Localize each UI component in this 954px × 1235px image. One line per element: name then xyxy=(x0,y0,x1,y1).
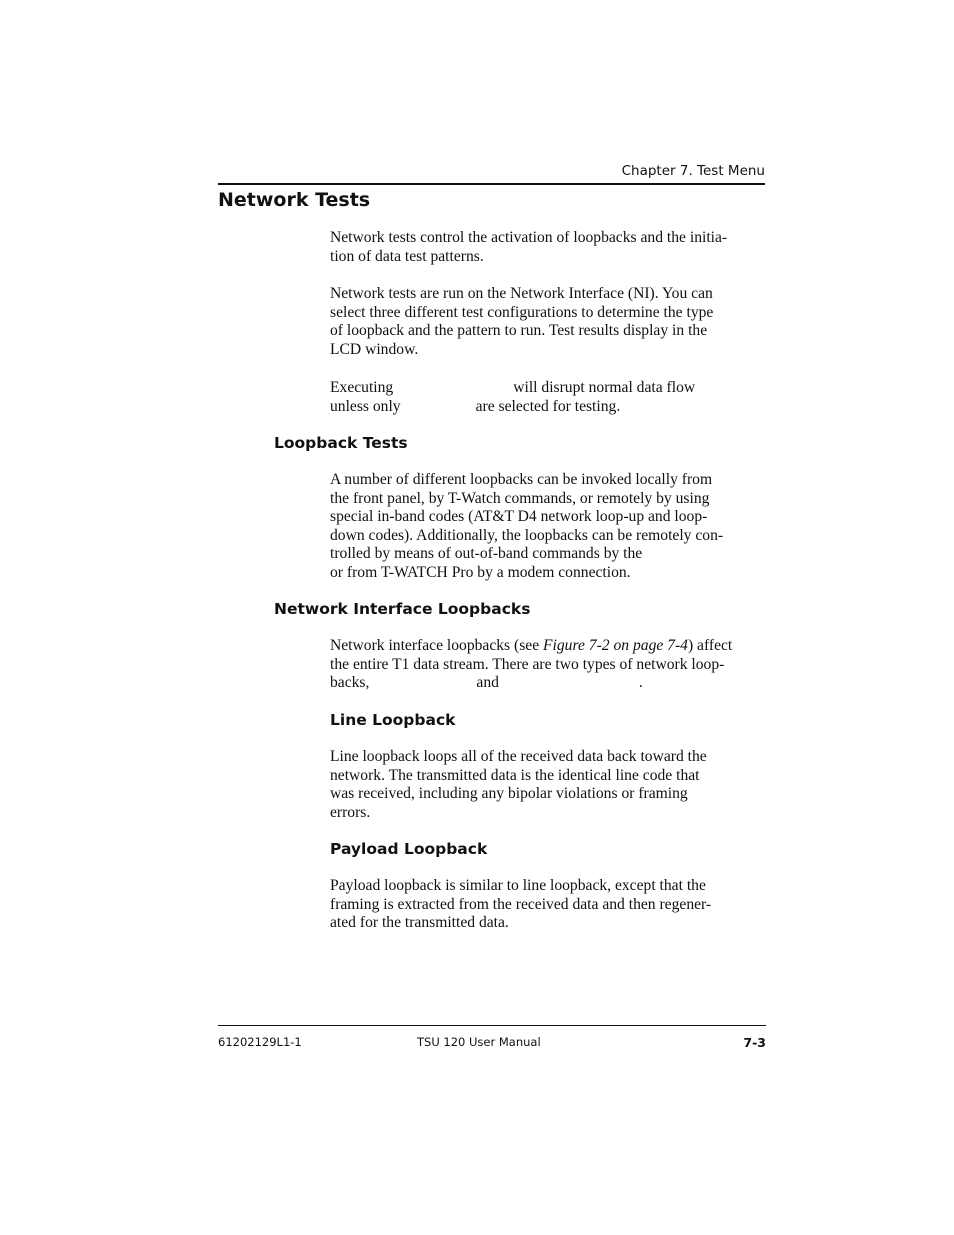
text-line: select three different test configurations to determine the type xyxy=(330,303,714,321)
header-rule xyxy=(218,183,765,185)
line-loopback-paragraph xyxy=(330,748,766,822)
text-line: the front panel, by T-Watch commands, or remotely by using xyxy=(330,489,710,507)
network-interface-paragraph xyxy=(330,285,766,359)
network-interface-loopbacks-heading: Network Interface Loopbacks xyxy=(274,600,531,618)
text-line: ated for the transmitted data. xyxy=(330,914,509,932)
running-header: Chapter 7. Test Menu xyxy=(621,163,765,179)
line-loopback-heading: Line Loopback xyxy=(330,711,456,729)
text-line: Network tests control the activation of loopbacks and the initia- xyxy=(330,229,728,246)
text-run: and xyxy=(476,674,499,692)
text-run: backs, xyxy=(330,674,370,692)
text-line: of loopback and the pattern to run. Test results display in the xyxy=(330,322,708,340)
text-line: was received, including any bipolar violations or framing xyxy=(330,785,688,803)
text-line: A number of different loopbacks can be invoked locally from xyxy=(330,471,713,488)
text-line xyxy=(330,379,766,398)
intro-paragraph xyxy=(330,229,766,266)
text-run: . xyxy=(638,674,643,692)
text-line: or from T-WATCH Pro by a modem connection. xyxy=(330,563,631,581)
text-line xyxy=(330,398,766,417)
text-run: ) affect xyxy=(687,637,733,654)
text-line: tion of data test patterns. xyxy=(330,247,484,265)
warning-text: Executing xyxy=(330,379,394,396)
section-title: Network Tests xyxy=(218,189,371,211)
text-run: Network interface loopbacks (see xyxy=(330,637,544,654)
loopback-tests-heading: Loopback Tests xyxy=(274,434,408,452)
warning-text: are selected for testing. xyxy=(475,397,621,415)
ni-loopbacks-paragraph xyxy=(330,637,766,693)
footer-rule xyxy=(218,1025,766,1026)
warning-text: will disrupt normal data flow xyxy=(513,379,696,396)
footer-manual-title: TSU 120 User Manual xyxy=(417,1035,541,1049)
text-line xyxy=(330,674,766,693)
warning-paragraph xyxy=(330,379,766,416)
text-line: down codes). Additionally, the loopbacks can be remotely con- xyxy=(330,526,724,544)
text-line: special in-band codes (AT&T D4 network loop-up and loop- xyxy=(330,508,708,526)
text-line xyxy=(330,637,766,656)
text-line: Line loopback loops all of the received data back toward the xyxy=(330,748,707,765)
text-line: trolled by means of out-of-band commands by the xyxy=(330,545,643,563)
text-line: the entire T1 data stream. There are two types of network loop- xyxy=(330,655,725,673)
loopback-tests-paragraph xyxy=(330,471,766,583)
text-line: Payload loopback is similar to line loopback, except that the xyxy=(330,877,706,894)
footer-doc-number: 61202129L1-1 xyxy=(218,1035,302,1049)
text-line: framing is extracted from the received data and then regener- xyxy=(330,895,712,913)
text-line: network. The transmitted data is the identical line code that xyxy=(330,766,700,784)
text-line: LCD window. xyxy=(330,340,419,358)
payload-loopback-heading: Payload Loopback xyxy=(330,840,488,858)
warning-text: unless only xyxy=(330,397,401,415)
text-line: errors. xyxy=(330,803,371,821)
payload-loopback-paragraph xyxy=(330,877,766,933)
figure-reference-link[interactable]: Figure 7-2 on page 7-4 xyxy=(543,637,688,654)
text-line: Network tests are run on the Network Interface (NI). You can xyxy=(330,285,713,302)
footer-page-number: 7-3 xyxy=(743,1035,766,1050)
